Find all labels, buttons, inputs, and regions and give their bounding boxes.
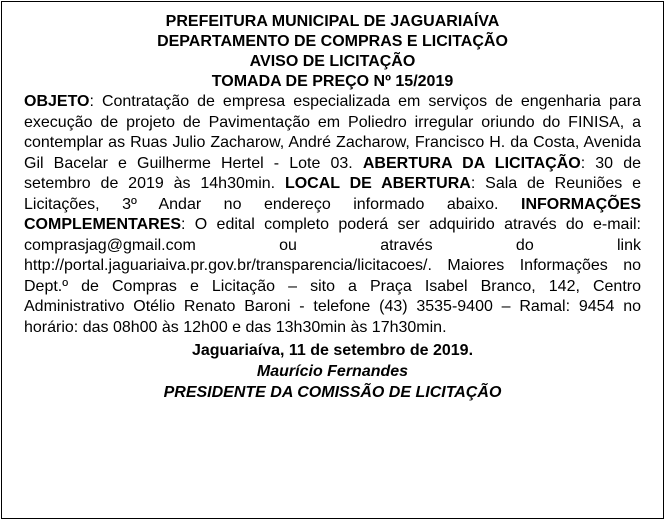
- signer-title: PRESIDENTE DA COMISSÃO DE LICITAÇÃO: [163, 384, 502, 401]
- notice-body: [24, 92, 641, 338]
- local-text: : Sala de Reuniões e Licitações, 3º Andar no endereço informado abaixo.: [24, 175, 642, 213]
- abertura-label: ABERTURA DA LICITAÇÃO: [362, 154, 581, 172]
- licitation-notice: [1, 1, 664, 519]
- abertura-text: : 30 de setembro de 2019 às 14h30min.: [24, 154, 641, 192]
- objeto-text: : Contratação de empresa especializada em serviços de engenharia para execução de projeto de Pavimentação em Poliedro irregular oriundo do FINISA, a contemplar as Ruas Julio Zacharow, André Zacharow, Francisco H. da Costa, Avenida Gil Bacelar e Guilherme Hertel - Lote 03.: [24, 93, 641, 172]
- signer-name: Maurício Fernandes: [256, 363, 409, 380]
- local-label: LOCAL DE ABERTURA: [284, 175, 471, 192]
- notice-footer: [24, 340, 641, 403]
- tender-number-title: TOMADA DE PREÇO Nº 15/2019: [211, 73, 454, 90]
- notice-type-title: AVISO DE LICITAÇÃO: [249, 53, 416, 70]
- info-label: INFORMAÇÕES COMPLEMENTARES: [24, 195, 641, 233]
- date-line: Jaguariaíva, 11 de setembro de 2019.: [191, 342, 474, 359]
- notice-header: [24, 12, 641, 92]
- department-title: DEPARTAMENTO DE COMPRAS E LICITAÇÃO: [157, 33, 508, 50]
- objeto-label: OBJETO: [24, 93, 90, 110]
- info-text: : O edital completo poderá ser adquirido através do e-mail: comprasjag@gmail.com ou através do link http://portal.jaguariaiva.pr.gov.br/transparencia/licitacoes/. Maiores Informações no Dept.º de Compras e Licitação – sito a Praça Isabel Branco, 142, Centro Administrativo Otélio Renato Baroni - telefone (43) 3535-9400 – Ramal: 9454 no horário: das 08h00 às 12h00 e das 13h30min às 17h30min.: [24, 216, 641, 336]
- municipality-title: PREFEITURA MUNICIPAL DE JAGUARIAÍVA: [165, 13, 500, 30]
